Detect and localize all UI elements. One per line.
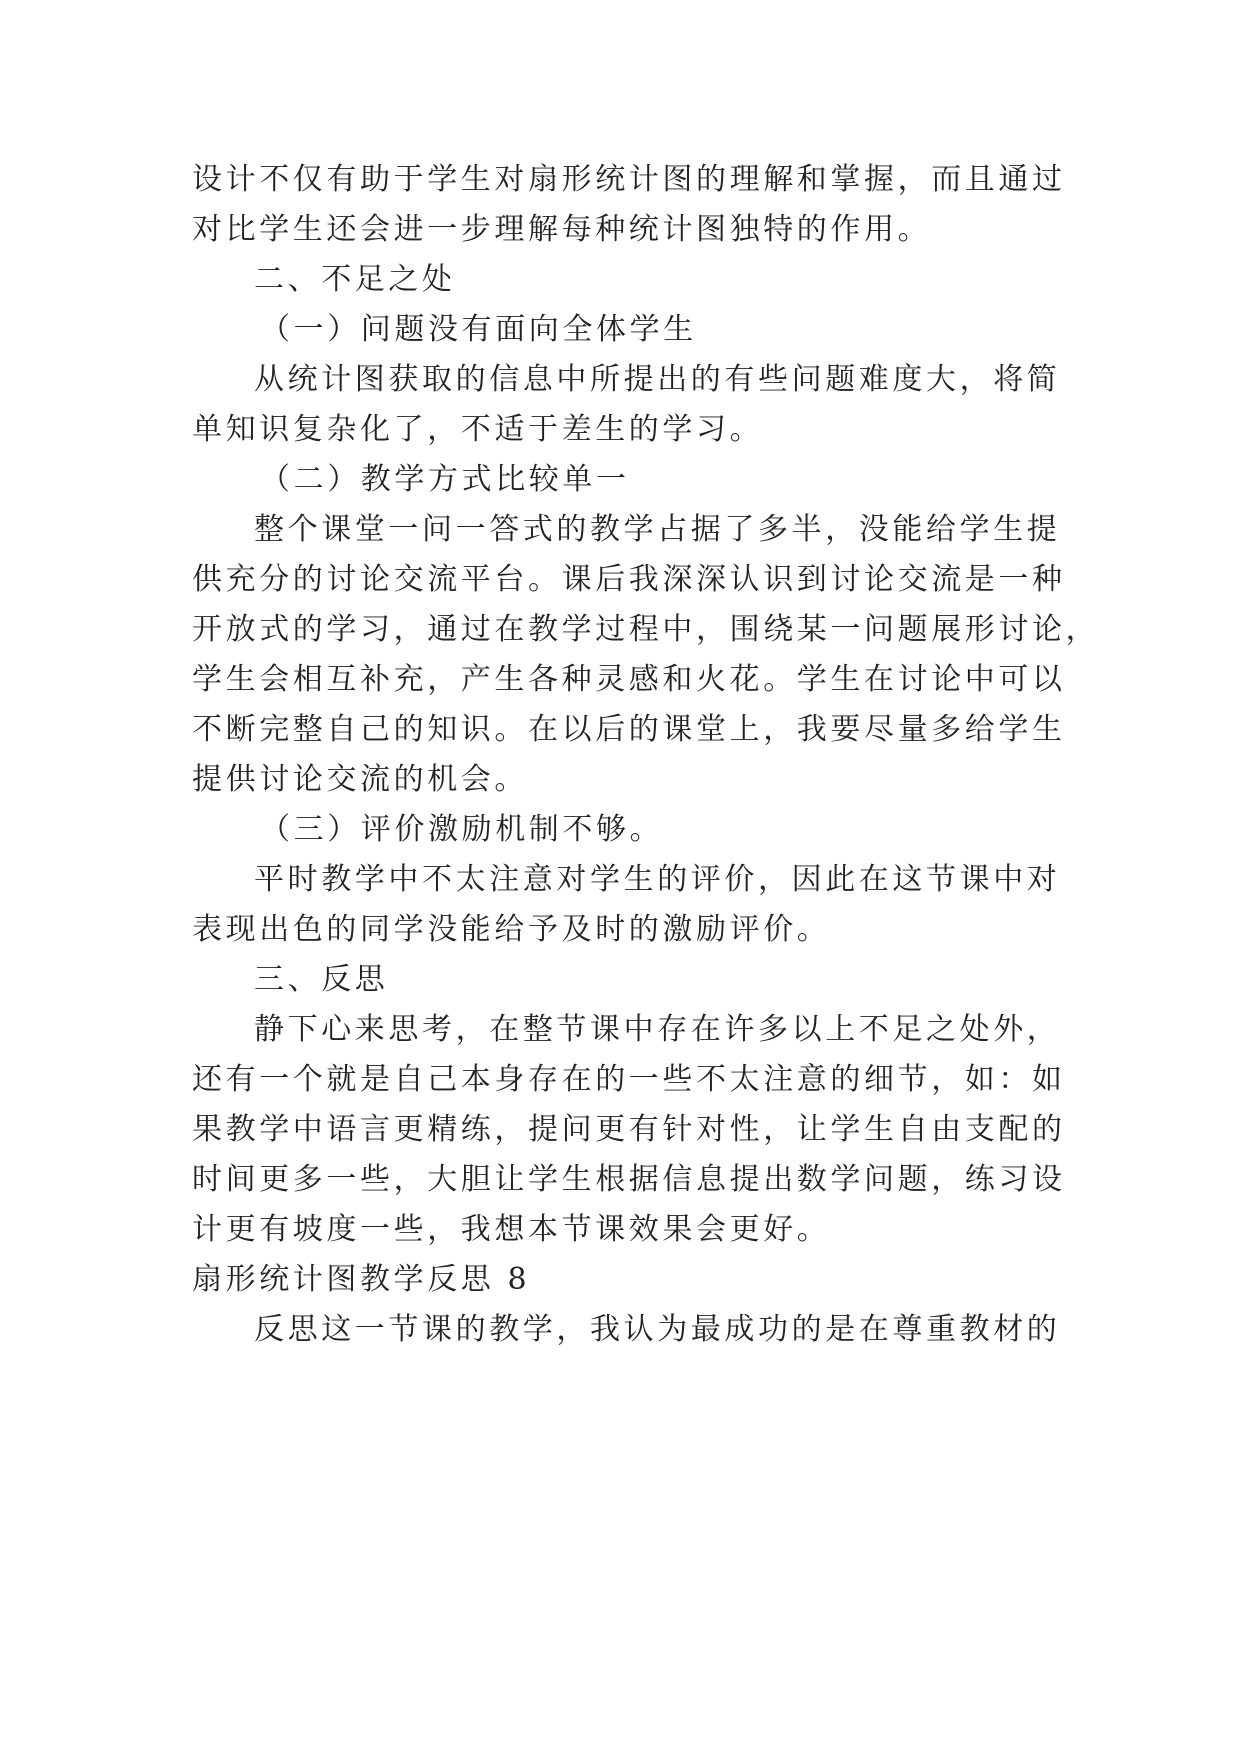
paragraph-line: 静下心来思考，在整节课中存在许多以上不足之处外， xyxy=(254,1012,1061,1047)
paragraph-line: 还有一个就是自己本身存在的一些不太注意的细节，如：如 xyxy=(192,1062,1066,1097)
paragraph-line: 计更有坡度一些，我想本节课效果会更好。 xyxy=(192,1212,831,1247)
paragraph-line: 整个课堂一问一答式的教学占据了多半，没能给学生提 xyxy=(254,512,1061,547)
paragraph-line: 提供讨论交流的机会。 xyxy=(192,762,528,797)
paragraph-line: 反思这一节课的教学，我认为最成功的是在尊重教材的 xyxy=(254,1312,1061,1347)
section-heading: 二、不足之处 xyxy=(254,262,456,297)
paragraph-line: 时间更多一些，大胆让学生根据信息提出数学问题，练习设 xyxy=(192,1162,1066,1197)
paragraph-line: 对比学生还会进一步理解每种统计图独特的作用。 xyxy=(192,212,932,247)
subsection-heading: （一）问题没有面向全体学生 xyxy=(260,312,697,347)
paragraph-line: 平时教学中不太注意对学生的评价，因此在这节课中对 xyxy=(254,862,1061,897)
paragraph-line: 单知识复杂化了，不适于差生的学习。 xyxy=(192,412,764,447)
paragraph-line: 学生会相互补充，产生各种灵感和火花。学生在讨论中可以 xyxy=(192,662,1066,697)
paragraph-line: 开放式的学习，通过在教学过程中，围绕某一问题展形讨论， xyxy=(192,612,1100,647)
paragraph-line: 表现出色的同学没能给予及时的激励评价。 xyxy=(192,912,831,947)
subsection-heading: （二）教学方式比较单一 xyxy=(260,462,630,497)
document-title: 扇形统计图教学反思 8 xyxy=(192,1262,531,1297)
paragraph-line: 设计不仅有助于学生对扇形统计图的理解和掌握，而且通过 xyxy=(192,162,1066,197)
paragraph-line: 不断完整自己的知识。在以后的课堂上，我要尽量多给学生 xyxy=(192,712,1066,747)
paragraph-line: 果教学中语言更精练，提问更有针对性，让学生自由支配的 xyxy=(192,1112,1066,1147)
paragraph-line: 供充分的讨论交流平台。课后我深深认识到讨论交流是一种 xyxy=(192,562,1066,597)
paragraph-line: 从统计图获取的信息中所提出的有些问题难度大，将简 xyxy=(254,362,1061,397)
subsection-heading: （三）评价激励机制不够。 xyxy=(260,812,664,847)
section-heading: 三、反思 xyxy=(254,962,389,997)
